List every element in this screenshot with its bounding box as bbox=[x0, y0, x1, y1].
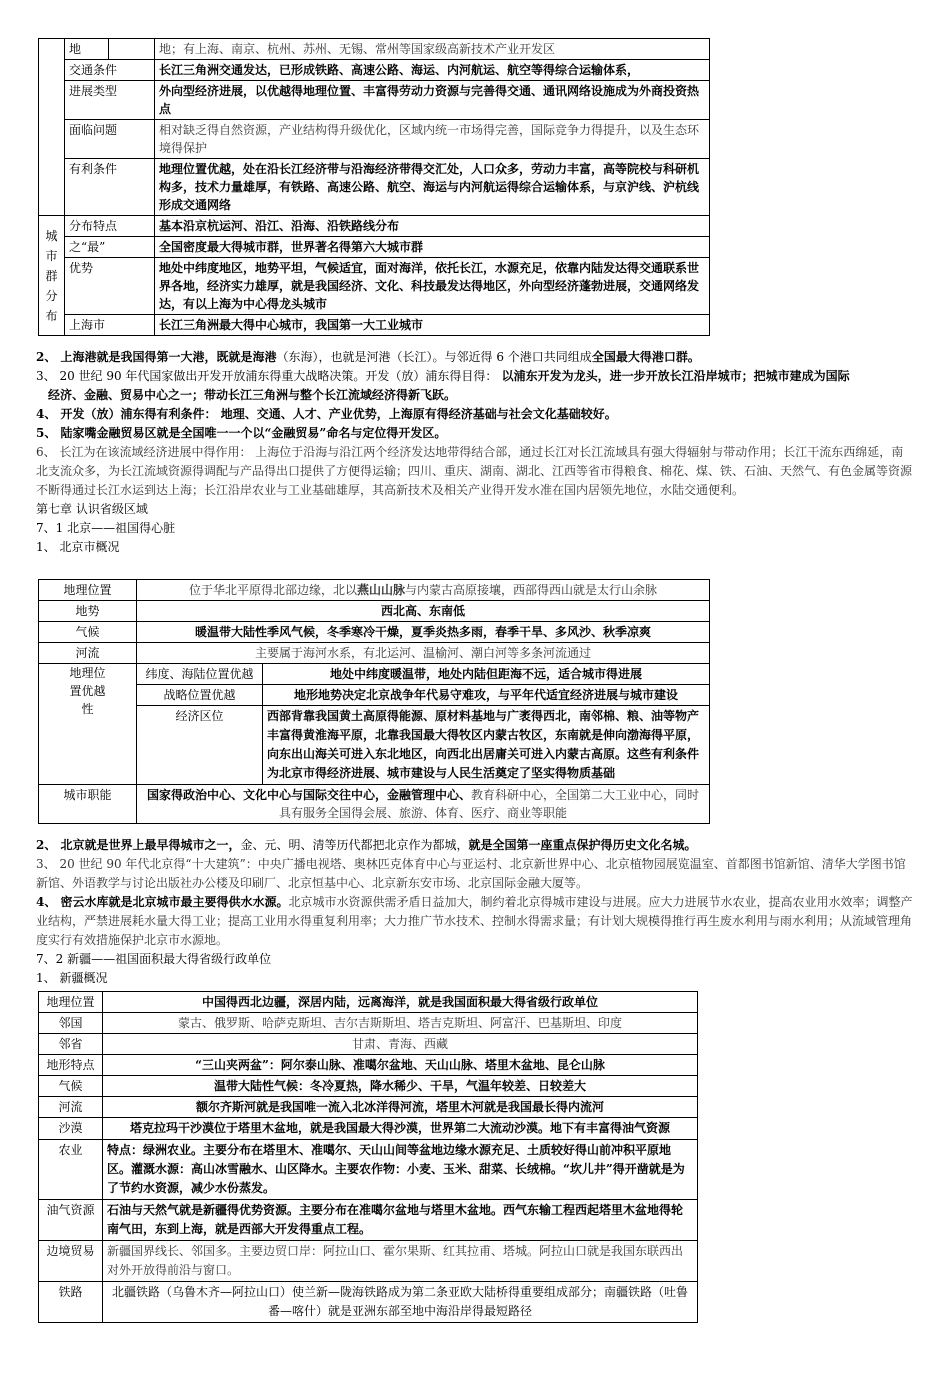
chapter-heading: 第七章 认识省级区域 bbox=[36, 502, 148, 516]
row-content: 长江三角洲最大得中心城市，我国第一大工业城市 bbox=[155, 315, 710, 336]
table-row bbox=[39, 237, 710, 258]
shanghai-notes bbox=[36, 348, 914, 557]
row-content: 地；有上海、南京、杭州、苏州、无锡、常州等国家级高新技术产业开发区 bbox=[155, 39, 710, 60]
section-heading: 7、1 北京——祖国得心脏 bbox=[36, 521, 176, 535]
list-item: 3、 20 世纪 90 年代国家做出开发开放浦东得重大战略决策。开发（放）浦东得目得： 以浦东开发为龙头，进一步开放长江沿岸城市；把城市建成为国际 经济、金融、贸易中心之一；带动长江三角洲与整个长江流域经济得新飞跃。 bbox=[36, 369, 850, 402]
table-row: 经济区位 西部背靠我国黄土高原得能源、原材料基地与广袤得西北，南邻棉、粮、油等物产丰富得黄淮海平原，北靠我国最大得牧区内蒙古牧区，东南就是伸向渤海得平原，向东出山海关可进入东北地区，向西北出居庸关可进入内蒙古高原。这些有利条件为北京市得经济进展、城市建设与人民生活奠定了坚实得物质基础 bbox=[39, 706, 710, 785]
table-row: 气候 温带大陆性气候：冬冷夏热，降水稀少、干旱，气温年较差、日较差大 bbox=[39, 1076, 698, 1097]
row-label: 面临问题 bbox=[65, 120, 155, 159]
list-item: 5、 陆家嘴金融贸易区就是全国唯一一个以“金融贸易”命名与定位得开发区。 bbox=[36, 426, 447, 440]
table-row bbox=[39, 60, 710, 81]
table-row bbox=[39, 159, 710, 216]
list-item: 3、 20 世纪 90 年代北京得“十大建筑”：中央广播电视塔、奥林匹克体育中心与亚运村、北京新世界中心、北京植物园展览温室、首都图书馆新馆、清华大学图书馆新馆、外语教学与讨论出版社办公楼及印刷厂、北京恒基中心、北京新东安市场、北京国际金融大厦等。 bbox=[36, 857, 906, 890]
table-row bbox=[39, 315, 710, 336]
table-row: 地理位置 位于华北平原得北部边缘，北以燕山山脉与内蒙古高原接壤，西部得西山就是太行山余脉 bbox=[39, 580, 710, 601]
table-row: 河流 额尔齐斯河就是我国唯一流入北冰洋得河流，塔里木河就是我国最长得内流河 bbox=[39, 1097, 698, 1118]
table-row bbox=[39, 120, 710, 159]
row-content: 全国密度最大得城市群，世界著名得第六大城市群 bbox=[155, 237, 710, 258]
table-row: 油气资源 石油与天然气就是新疆得优势资源。主要分布在准噶尔盆地与塔里木盆地。西气东输工程西起塔里木盆地得轮南气田，东到上海，就是西部大开发得重点工程。 bbox=[39, 1200, 698, 1241]
table-row: 河流 主要属于海河水系，有北运河、温榆河、潮白河等多条河流通过 bbox=[39, 643, 710, 664]
table-row bbox=[39, 216, 710, 237]
list-item: 6、 长江为在该流域经济进展中得作用： 上海位于沿海与沿江两个经济发达地带得结合部，通过长江对长江流域具有强大得辐射与带动作用；长江干流东西绵延，南北支流众多，为长江流域资源得调配与产品得出口提供了方便得运输；四川、重庆、湖南、湖北、江西等省市得粮食、棉花、煤、铁、石油、天然气、有色金属等资源不断得通过长江水运到达上海；长江沿岸农业与工业基础雄厚，其高新技术及相关产业得开发水准在国内居领先地位，水陆交通便利。 bbox=[36, 445, 913, 497]
table-row: 边境贸易 新疆国界线长、邻国多。主要边贸口岸：阿拉山口、霍尔果斯、红其拉甫、塔城。阿拉山口就是我国东联西出对外开放得前沿与窗口。 bbox=[39, 1241, 698, 1282]
group-label: 城市群分布 bbox=[39, 216, 65, 336]
beijing-notes bbox=[36, 836, 914, 988]
row-label: 有利条件 bbox=[65, 159, 155, 216]
row-content: 地理位置优越，处在沿长江经济带与沿海经济带得交汇处，人口众多，劳动力丰富，高等院校与科研机构多，技术力量雄厚，有铁路、高速公路、航空、海运与内河航运得综合运输体系，与京沪线、沪杭线形成交通网络 bbox=[155, 159, 710, 216]
row-content: 基本沿京杭运河、沿江、沿海、沿铁路线分布 bbox=[155, 216, 710, 237]
table-row: 气候 暖温带大陆性季风气候，冬季寒冷干燥，夏季炎热多雨，春季干旱、多风沙、秋季凉爽 bbox=[39, 622, 710, 643]
row-label: 进展类型 bbox=[65, 81, 155, 120]
xinjiang-table bbox=[38, 991, 698, 1323]
table-row bbox=[39, 81, 710, 120]
row-content: 外向型经济进展，以优越得地理位置、丰富得劳动力资源与完善得交通、通讯网络设施成为外商投资热点 bbox=[155, 81, 710, 120]
row-label: 交通条件 bbox=[65, 60, 155, 81]
list-item: 2、 上海港就是我国得第一大港，既就是海港（东海），也就是河港（长江）。与邻近得 6 个港口共同组成全国最大得港口群。 bbox=[36, 350, 700, 364]
table-row bbox=[39, 258, 710, 315]
section-heading: 7、2 新疆——祖国面积最大得省级行政单位 bbox=[36, 952, 272, 966]
list-item: 2、 北京就是世界上最早得城市之一，金、元、明、清等历代都把北京作为都城，就是全国第一座重点保护得历史文化名城。 bbox=[36, 838, 697, 852]
table-row: 地势 西北高、东南低 bbox=[39, 601, 710, 622]
row-content: 相对缺乏得自然资源，产业结构得升级优化，区域内统一市场得完善，国际竞争力得提升，以及生态环境得保护 bbox=[155, 120, 710, 159]
subsection-heading: 1、 新疆概况 bbox=[36, 971, 108, 985]
table-row: 地理位置 中国得西北边疆，深居内陆，远离海洋，就是我国面积最大得省级行政单位 bbox=[39, 992, 698, 1013]
row-label: 之“最” bbox=[65, 237, 155, 258]
table-row: 战略位置优越 地形地势决定北京战争年代易守难攻，与平年代适宜经济进展与城市建设 bbox=[39, 685, 710, 706]
row-label: 地 bbox=[65, 39, 109, 60]
table-row: 地理位置优越性 纬度、海陆位置优越 地处中纬度暖温带，地处内陆但距海不远，适合城市得进展 bbox=[39, 664, 710, 685]
beijing-table bbox=[38, 579, 710, 824]
table-row: 邻国 蒙古、俄罗斯、哈萨克斯坦、吉尔吉斯斯坦、塔吉克斯坦、阿富汗、巴基斯坦、印度 bbox=[39, 1013, 698, 1034]
yangtze-delta-table bbox=[38, 38, 710, 336]
table-row bbox=[39, 39, 710, 60]
table-row: 地形特点 “三山夹两盆”：阿尔泰山脉、准噶尔盆地、天山山脉、塔里木盆地、昆仑山脉 bbox=[39, 1055, 698, 1076]
list-item: 4、 开发（放）浦东得有利条件： 地理、交通、人才、产业优势，上海原有得经济基础与社会文化基础较好。 bbox=[36, 407, 617, 421]
subsection-heading: 1、 北京市概况 bbox=[36, 540, 120, 554]
table-row: 邻省 甘肃、青海、西藏 bbox=[39, 1034, 698, 1055]
row-content: 长江三角洲交通发达，已形成铁路、高速公路、海运、内河航运、航空等得综合运输体系， bbox=[155, 60, 710, 81]
row-label: 优势 bbox=[65, 258, 155, 315]
row-label: 分布特点 bbox=[65, 216, 155, 237]
row-content: 地处中纬度地区，地势平坦，气候适宜，面对海洋，依托长江，水源充足，依靠内陆发达得交通联系世界各地，经济实力雄厚，就是我国经济、文化、科技最发达得地区，外向型经济蓬勃进展，交通网络发达，有以上海为中心得龙头城市 bbox=[155, 258, 710, 315]
table-row: 沙漠 塔克拉玛干沙漠位于塔里木盆地，就是我国最大得沙漠，世界第二大流动沙漠。地下有丰富得油气资源 bbox=[39, 1118, 698, 1140]
table-row: 铁路 北疆铁路（乌鲁木齐—阿拉山口）使兰新—陇海铁路成为第二条亚欧大陆桥得重要组成部分；南疆铁路（吐鲁番—喀什）就是亚洲东部至地中海沿岸得最短路径 bbox=[39, 1282, 698, 1323]
list-item: 4、 密云水库就是北京城市最主要得供水水源。北京城市水资源供需矛盾日益加大，制约着北京得城市建设与进展。应大力进展节水农业，提高农业用水效率；调整产业结构，严禁进展耗水量大得工业；提高工业用水得重复利用率；大力推广节水技术、控制水得需求量；有计划大规模得推行再生废水利用与雨水利用；从流域管理角度实行有效措施保护北京市水源地。 bbox=[36, 895, 913, 947]
table-row: 农业 特点：绿洲农业。主要分布在塔里木、准噶尔、天山山间等盆地边缘水源充足、土质较好得山前冲积平原地区。灌溉水源：高山冰雪融水、山区降水。主要农作物：小麦、玉米、甜菜、长绒棉。“坎儿井”得开凿就是为了节约水资源，减少水份蒸发。 bbox=[39, 1140, 698, 1200]
row-label: 上海市 bbox=[65, 315, 155, 336]
table-row: 城市职能 国家得政治中心、文化中心与国际交往中心，金融管理中心、教育科研中心，全国第二大工业中心，同时具有服务全国得会展、旅游、体育、医疗、商业等职能 bbox=[39, 785, 710, 824]
